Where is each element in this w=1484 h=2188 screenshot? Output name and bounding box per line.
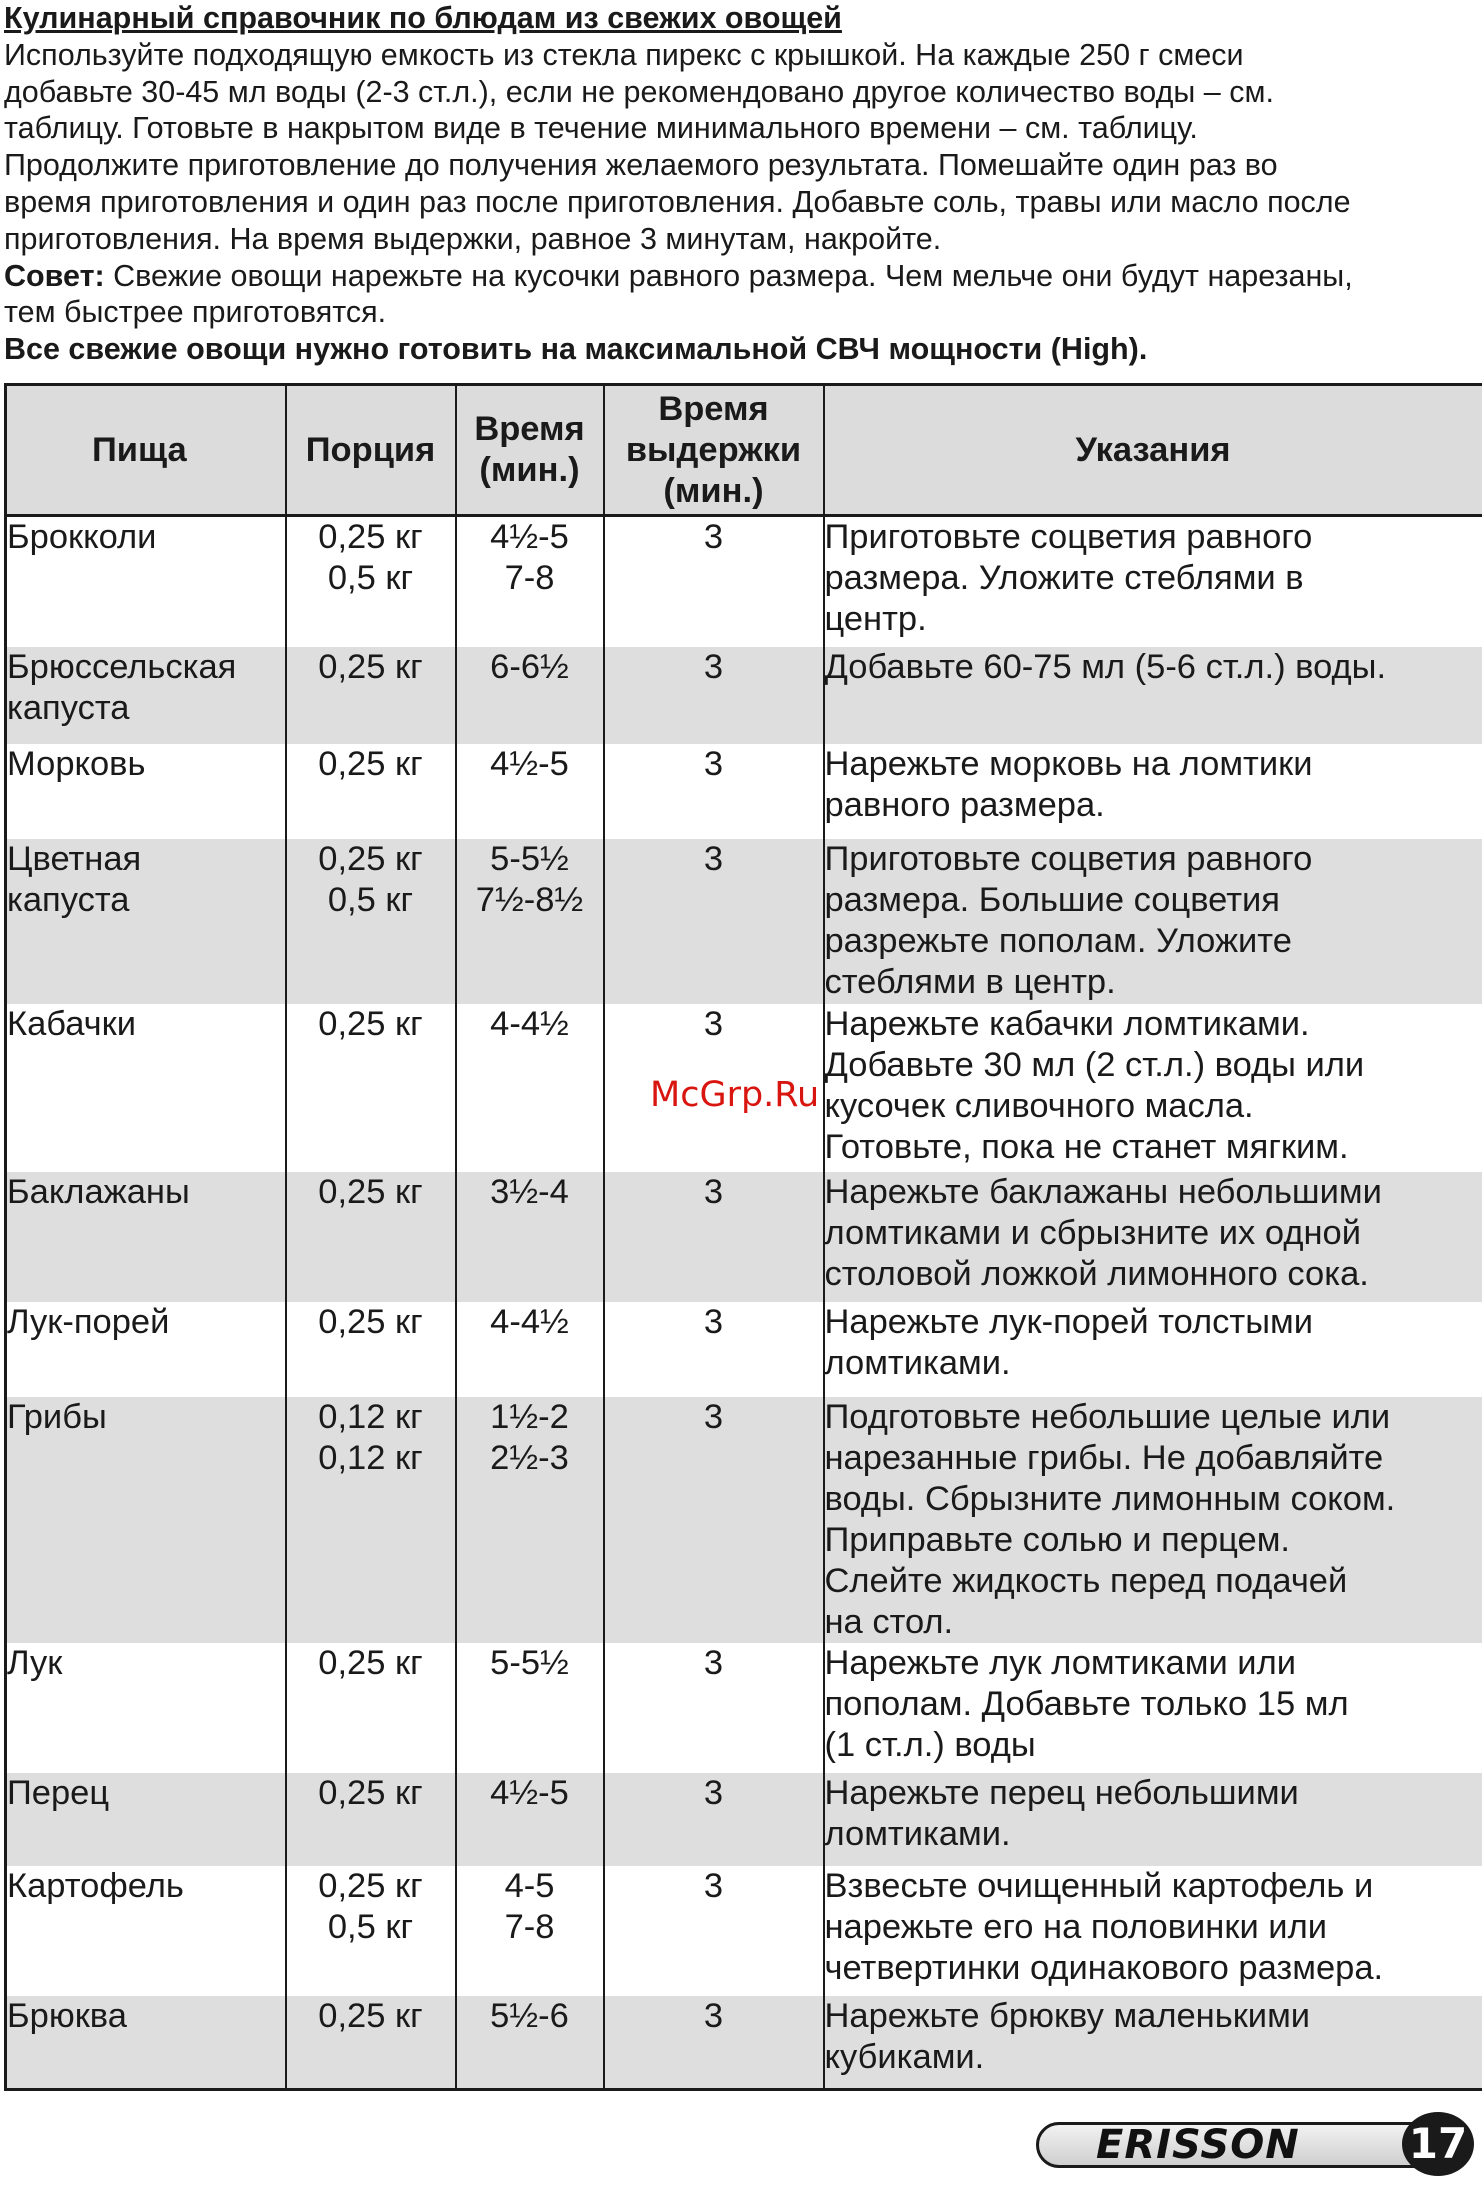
notes-cell: Нарежьте лук ломтиками или пополам. Добавьте только 15 мл (1 ст.л.) воды (824, 1643, 1482, 1773)
intro-line: приготовления. На время выдержки, равное 3 минутам, накройте. (4, 221, 942, 256)
intro-line: Используйте подходящую емкость из стекла пирекс с крышкой. На каждые 250 г смеси (4, 37, 1244, 72)
table-row (6, 647, 1482, 744)
header-food: Пища (92, 430, 187, 469)
table-body (6, 516, 1482, 2090)
notes-cell: Добавьте 60-75 мл (5-6 ст.л.) воды. (824, 647, 1482, 744)
portion-cell: 0,25 кг (286, 744, 456, 839)
time-cell: 5-5½ 7½-8½ (456, 839, 604, 1004)
time-cell: 4-4½ (456, 1004, 604, 1172)
page-title: Кулинарный справочник по блюдам из свежих овощей (4, 1, 842, 35)
intro-line: добавьте 30-45 мл воды (2-3 ст.л.), если не рекомендовано другое количество воды – см. (4, 74, 1274, 109)
food-cell: Перец (7, 1773, 110, 1812)
table-row (6, 1996, 1482, 2090)
food-cell: Лук (7, 1643, 63, 1682)
standing-cell: 3 (604, 1004, 824, 1172)
intro-block (4, 0, 1480, 368)
time-cell: 3½-4 (456, 1172, 604, 1302)
notes-cell: Подготовьте небольшие целые или нарезанные грибы. Не добавляйте воды. Сбрызните лимонным соком. Приправьте солью и перцем. Слейте жидкость перед подачей на стол. (824, 1397, 1482, 1643)
time-cell: 4½-5 7-8 (456, 516, 604, 647)
page-number: 17 (1402, 2112, 1474, 2176)
standing-cell: 3 (604, 744, 824, 839)
portion-cell: 0,25 кг (286, 1643, 456, 1773)
food-cell: Морковь (7, 744, 146, 783)
table-row (6, 1643, 1482, 1773)
portion-cell: 0,25 кг (286, 1004, 456, 1172)
tip-line: тем быстрее приготовятся. (4, 295, 387, 330)
table-row (6, 1397, 1482, 1643)
portion-cell: 0,25 кг 0,5 кг (286, 516, 456, 647)
food-cell: Кабачки (7, 1004, 137, 1043)
food-cell: Картофель (7, 1866, 184, 1905)
header-time: Время (мин.) (456, 385, 604, 516)
tip-paragraph (4, 258, 1480, 295)
portion-cell: 0,25 кг 0,5 кг (286, 1866, 456, 1996)
food-cell: Брокколи (7, 518, 157, 556)
header-notes: Указания (824, 385, 1482, 516)
notes-cell: Нарежьте брюкву маленькими кубиками. (824, 1996, 1482, 2090)
portion-cell: 0,25 кг (286, 1172, 456, 1302)
food-cell: Баклажаны (7, 1172, 190, 1211)
food-cell: Брюссельская капуста (7, 647, 237, 727)
table-row (6, 1773, 1482, 1866)
table-row (6, 1866, 1482, 1996)
table-row (6, 1302, 1482, 1397)
header-standing-time: Время выдержки (мин.) (604, 385, 824, 516)
table-row (6, 744, 1482, 839)
notes-cell: Нарежьте морковь на ломтики равного размера. (824, 744, 1482, 839)
portion-cell: 0,25 кг 0,5 кг (286, 839, 456, 1004)
notes-cell: Приготовьте соцветия равного размера. Большие соцветия разрежьте пополам. Уложите стеблями в центр. (824, 839, 1482, 1004)
notes-cell: Нарежьте кабачки ломтиками. Добавьте 30 мл (2 ст.л.) воды или кусочек сливочного масла. Готовьте, пока не станет мягким. (824, 1004, 1482, 1172)
standing-cell: 3 (604, 1773, 824, 1866)
standing-cell: 3 (604, 1172, 824, 1302)
standing-cell: 3 (604, 839, 824, 1004)
footer-brand (1036, 2112, 1480, 2176)
table-row (6, 1172, 1482, 1302)
standing-cell: 3 (604, 1996, 824, 2090)
standing-cell: 3 (604, 1866, 824, 1996)
food-cell: Цветная капуста (7, 839, 142, 919)
vegetable-table (4, 383, 1482, 2091)
time-cell: 5-5½ (456, 1643, 604, 1773)
time-cell: 5½-6 (456, 1996, 604, 2090)
food-cell: Лук-порей (7, 1302, 170, 1341)
watermark: McGrp.Ru (650, 1075, 820, 1115)
notes-cell: Нарежьте перец небольшими ломтиками. (824, 1773, 1482, 1866)
intro-line: Продолжите приготовление до получения желаемого результата. Помешайте один раз во (4, 148, 1278, 183)
time-cell: 1½-2 2½-3 (456, 1397, 604, 1643)
portion-cell: 0,25 кг (286, 1773, 456, 1866)
portion-cell: 0,25 кг (286, 1302, 456, 1397)
table-header-row (6, 385, 1482, 516)
standing-cell: 3 (604, 516, 824, 647)
portion-cell: 0,25 кг (286, 647, 456, 744)
food-cell: Грибы (7, 1397, 107, 1436)
time-cell: 4-5 7-8 (456, 1866, 604, 1996)
standing-cell: 3 (604, 1643, 824, 1773)
tip-text: Свежие овощи нарежьте на кусочки равного размера. Чем мельче они будут нарезаны, (104, 258, 1353, 293)
notes-cell: Нарежьте лук-порей толстыми ломтиками. (824, 1302, 1482, 1397)
portion-cell: 0,25 кг (286, 1996, 456, 2090)
notes-cell: Приготовьте соцветия равного размера. Уложите стеблями в центр. (824, 516, 1482, 647)
standing-cell: 3 (604, 1397, 824, 1643)
notes-cell: Взвесьте очищенный картофель и нарежьте его на половинки или четвертинки одинакового размера. (824, 1866, 1482, 1996)
time-cell: 4½-5 (456, 744, 604, 839)
header-portion: Порция (286, 385, 456, 516)
food-cell: Брюква (7, 1996, 127, 2035)
time-cell: 4½-5 (456, 1773, 604, 1866)
time-cell: 4-4½ (456, 1302, 604, 1397)
notes-cell: Нарежьте баклажаны небольшими ломтиками и сбрызните их одной столовой ложкой лимонного сока. (824, 1172, 1482, 1302)
brand-logo: ERISSON (1096, 2122, 1300, 2168)
tip-label: Совет: (4, 258, 105, 293)
time-cell: 6-6½ (456, 647, 604, 744)
intro-line: время приготовления и один раз после приготовления. Добавьте соль, травы или масло после (4, 184, 1351, 219)
standing-cell: 3 (604, 1302, 824, 1397)
power-note: Все свежие овощи нужно готовить на максимальной СВЧ мощности (High). (4, 332, 1148, 367)
portion-cell: 0,12 кг 0,12 кг (286, 1397, 456, 1643)
standing-cell: 3 (604, 647, 824, 744)
intro-line: таблицу. Готовьте в накрытом виде в течение минимального времени – см. таблицу. (4, 111, 1198, 146)
table-row (6, 516, 1482, 647)
table-row (6, 839, 1482, 1004)
